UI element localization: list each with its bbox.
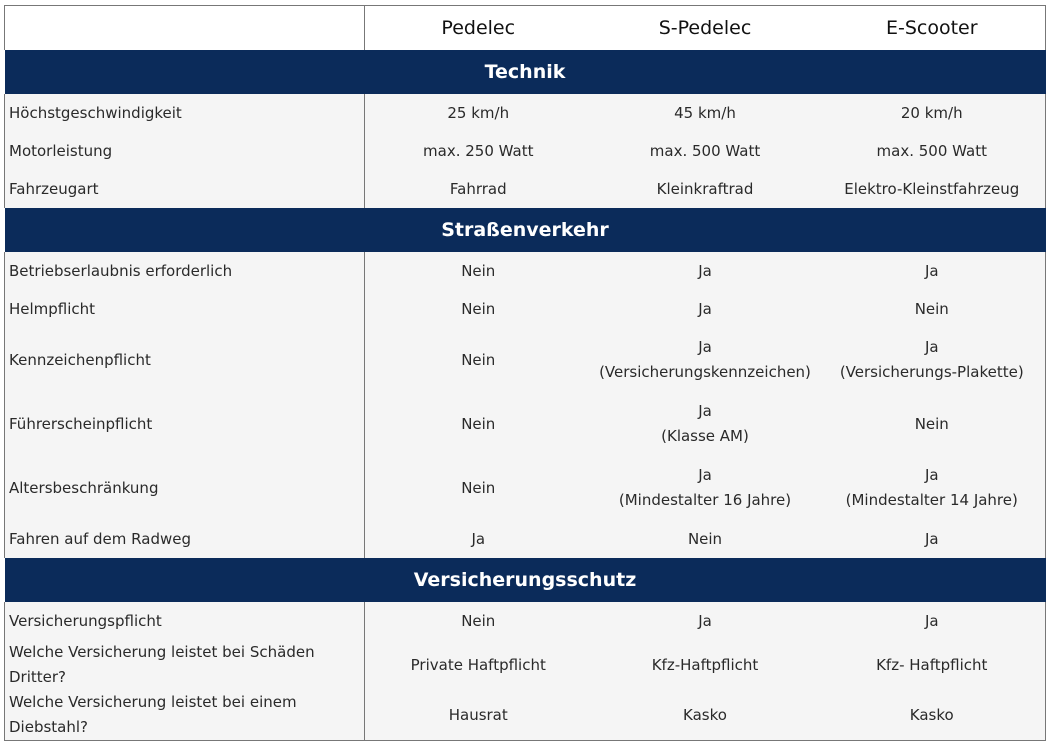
cell-value xyxy=(819,328,1046,392)
cell-value: Nein xyxy=(365,456,592,520)
table-row xyxy=(5,290,1046,328)
cell-value xyxy=(592,392,819,456)
table-row xyxy=(5,252,1046,290)
row-label: Fahren auf dem Radweg xyxy=(5,520,365,558)
table-row xyxy=(5,640,1046,690)
section-title: Technik xyxy=(5,50,1046,94)
cell-value: Nein xyxy=(819,392,1046,456)
cell-value: 20 km/h xyxy=(819,94,1046,132)
cell-value: Nein xyxy=(365,328,592,392)
row-label: Höchstgeschwindigkeit xyxy=(5,94,365,132)
comparison-table xyxy=(4,5,1046,741)
header-pedelec: Pedelec xyxy=(365,6,592,51)
row-label: Fahrzeugart xyxy=(5,170,365,208)
section-title: Versicherungsschutz xyxy=(5,558,1046,602)
cell-value: Nein xyxy=(365,602,592,640)
cell-main: Ja xyxy=(924,466,939,484)
row-label: Kennzeichenpflicht xyxy=(5,328,365,392)
header-row xyxy=(5,6,1046,51)
row-label: Betriebserlaubnis erforderlich xyxy=(5,252,365,290)
cell-value: Kleinkraftrad xyxy=(592,170,819,208)
cell-value: Kasko xyxy=(592,690,819,741)
cell-note: (Klasse AM) xyxy=(661,427,749,445)
table-row xyxy=(5,392,1046,456)
cell-note: (Mindestalter 16 Jahre) xyxy=(618,491,792,509)
cell-main: Ja xyxy=(698,338,712,356)
cell-value: Ja xyxy=(592,602,819,640)
row-label: Führerscheinpflicht xyxy=(5,392,365,456)
cell-main: Ja xyxy=(698,402,712,420)
section-versicherungsschutz xyxy=(5,558,1046,602)
header-e-scooter: E-Scooter xyxy=(819,6,1046,51)
section-title: Straßenverkehr xyxy=(5,208,1046,252)
row-label: Altersbeschränkung xyxy=(5,456,365,520)
table-row xyxy=(5,94,1046,132)
cell-value: Kfz-Haftpflicht xyxy=(592,640,819,690)
cell-value: max. 250 Watt xyxy=(365,132,592,170)
cell-value: Nein xyxy=(365,290,592,328)
cell-value: Ja xyxy=(819,252,1046,290)
cell-value xyxy=(592,456,819,520)
row-label: Versicherungspflicht xyxy=(5,602,365,640)
section-strassenverkehr xyxy=(5,208,1046,252)
cell-note: (Mindestalter 14 Jahre) xyxy=(845,491,1018,509)
cell-value: Nein xyxy=(365,392,592,456)
table-row xyxy=(5,170,1046,208)
row-label: Welche Versicherung leistet bei Schäden Dritter? xyxy=(5,640,365,690)
cell-value: Hausrat xyxy=(365,690,592,741)
row-label: Motorleistung xyxy=(5,132,365,170)
cell-value: Nein xyxy=(819,290,1046,328)
header-empty-cell xyxy=(5,6,365,51)
table-row xyxy=(5,456,1046,520)
cell-note: (Versicherungs-Plakette) xyxy=(839,363,1024,381)
header-s-pedelec: S-Pedelec xyxy=(592,6,819,51)
cell-value: Private Haftpflicht xyxy=(365,640,592,690)
table-row xyxy=(5,520,1046,558)
section-technik xyxy=(5,50,1046,94)
cell-value: max. 500 Watt xyxy=(819,132,1046,170)
cell-main: Ja xyxy=(924,338,939,356)
cell-value xyxy=(592,328,819,392)
cell-value: Kfz- Haftpflicht xyxy=(819,640,1046,690)
row-label: Welche Versicherung leistet bei einem Diebstahl? xyxy=(5,690,365,741)
cell-value: 45 km/h xyxy=(592,94,819,132)
cell-value: 25 km/h xyxy=(365,94,592,132)
cell-value: Fahrrad xyxy=(365,170,592,208)
cell-note: (Versicherungskennzeichen) xyxy=(599,363,811,381)
cell-value: Elektro-Kleinstfahrzeug xyxy=(819,170,1046,208)
cell-value: Nein xyxy=(592,520,819,558)
cell-value: max. 500 Watt xyxy=(592,132,819,170)
cell-value: Ja xyxy=(592,252,819,290)
cell-value: Ja xyxy=(819,520,1046,558)
cell-value xyxy=(819,456,1046,520)
cell-value: Ja xyxy=(592,290,819,328)
cell-value: Ja xyxy=(365,520,592,558)
cell-value: Nein xyxy=(365,252,592,290)
table-row xyxy=(5,602,1046,640)
table-row xyxy=(5,328,1046,392)
comparison-table-container xyxy=(4,5,1045,741)
cell-main: Ja xyxy=(698,466,712,484)
cell-value: Kasko xyxy=(819,690,1046,741)
cell-value: Ja xyxy=(819,602,1046,640)
row-label: Helmpflicht xyxy=(5,290,365,328)
table-row xyxy=(5,690,1046,741)
table-row xyxy=(5,132,1046,170)
